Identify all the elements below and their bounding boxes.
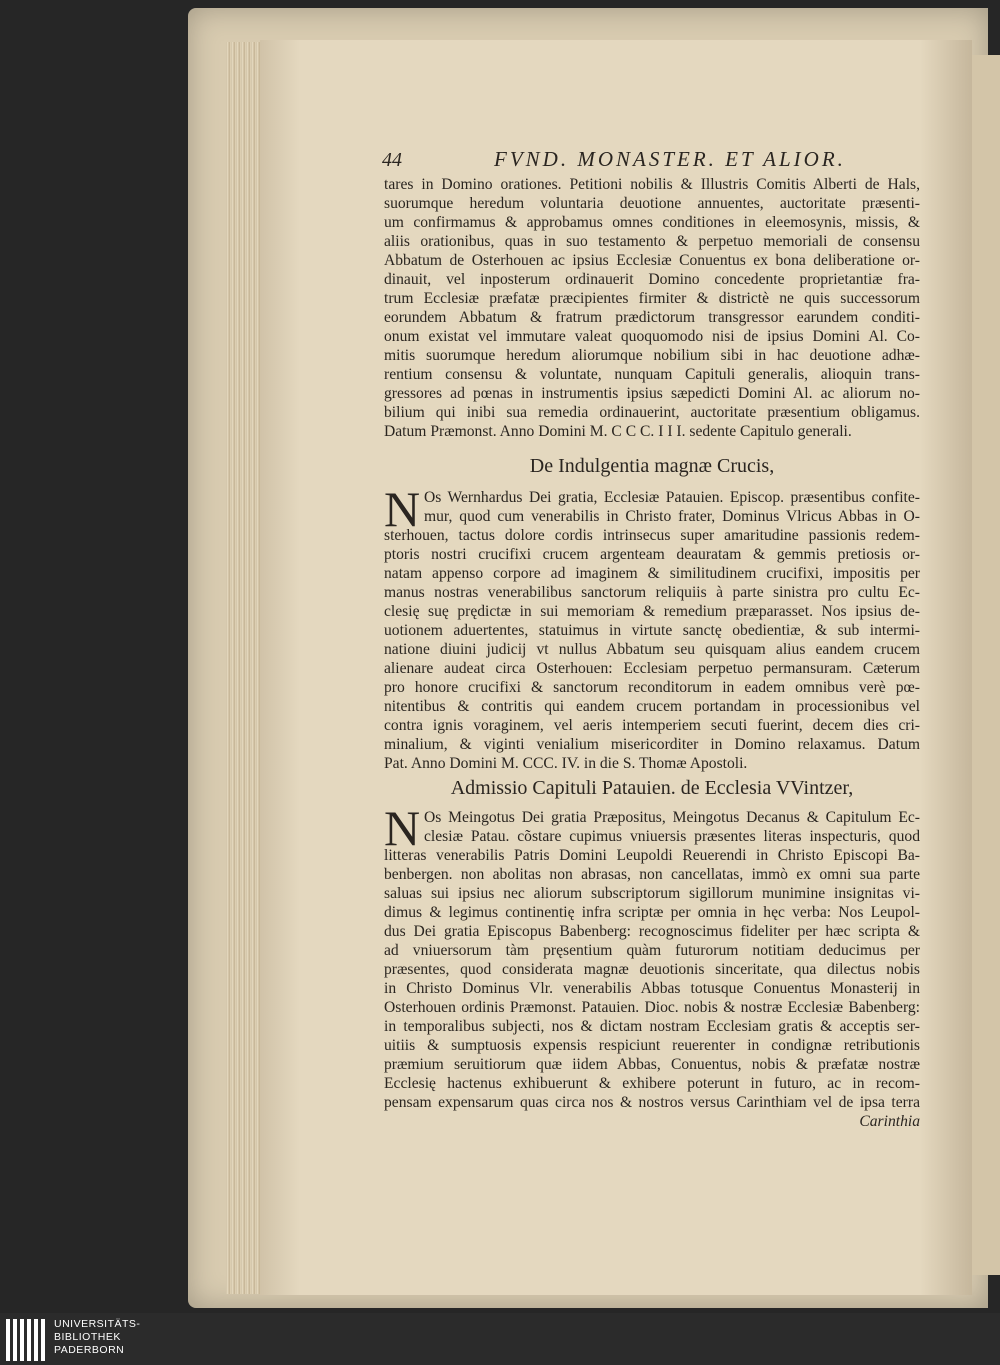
text-line: Osterhouen ordinis Præmonst. Patauien. Dioc. nobis & nostræ Ecclesiæ Babenberg: xyxy=(384,999,920,1016)
text-line: in Christo Dominus Vlr. venerabilis Abbas totusque Conuentus Monasterij in xyxy=(384,980,920,997)
text-line: mur, quod cum venerabilis in Christo frater, Dominus Vlricus Abbas in O- xyxy=(424,508,920,525)
text-line: aliis orationibus, quas in suo testamento & perpetuo memoriali de consensu xyxy=(384,233,920,250)
text-line: dus Dei gratia Episcopus Babenberg: recognoscimus fideliter per hæc scripta & xyxy=(384,923,920,940)
text-line: natione diuini judicij vt nullus Abbatum seu quisquam alius eandem crucem xyxy=(384,641,920,658)
facing-page-edge xyxy=(972,55,1000,1275)
text-line: ad vniuersorum tàm pręsentium quàm futurorum notitiam deducimus per xyxy=(384,942,920,959)
text-line: Os Meingotus Dei gratia Præpositus, Meingotus Decanus & Capitulum Ec- xyxy=(424,809,920,826)
text-line: uitiis & sumptuosis expensis respiciunt reuerenter in condignæ retributionis xyxy=(384,1037,920,1054)
catchword: Carinthia xyxy=(859,1113,920,1130)
text-line: manus nostras venerabilibus sanctorum reliquiis à parte sinistra pro cultu Ec- xyxy=(384,584,920,601)
text-line: onum existat vel immutare valeat quoquomodo nisi de ipsius Domini Al. Co- xyxy=(384,328,920,345)
text-line: eorundem Abbatum & fratrum prædictorum transgressor earundem conditi- xyxy=(384,309,920,326)
text-line: alienare audeat circa Osterhouen: Ecclesiam perpetuo permansuram. Cæterum xyxy=(384,660,920,677)
text-line: minalium, & viginti venialium misericorditer in Domino relaxamus. Datum xyxy=(384,736,920,753)
section-heading: De Indulgentia magnæ Crucis, xyxy=(529,455,775,477)
text-line: um confirmamus & approbamus omnes conditiones in eleemosynis, missis, & xyxy=(384,214,920,231)
library-logo-text xyxy=(54,1318,140,1357)
text-line: præsentes, quod considerata magnæ deuotionis sinceritate, qua dilectus nobis xyxy=(384,961,920,978)
text-line: dimus & legimus continentię infra scriptæ per omnia in hęc verba: Nos Leupol- xyxy=(384,904,920,921)
text-line: tares in Domino orationes. Petitioni nobilis & Illustris Comitis Alberti de Hals, xyxy=(384,176,920,193)
text-line: contra ignis voraginem, vel aeris intemperiem secuti fuerint, decem dies cri- xyxy=(384,717,920,734)
text-line: Abbatum de Osterhouen ac ipsius Ecclesiæ Conuentus ex bona deliberatione or- xyxy=(384,252,920,269)
running-title: FVND. MONASTER. ET ALIOR. xyxy=(494,147,846,171)
paragraph-block-3 xyxy=(384,800,920,1131)
text-line: dinauit, vel inposterum ordinauerit Domino concedente proprietantiæ fra- xyxy=(384,271,920,288)
text-line: clesiæ Patau. cõstare cupimus vniuersis præsentes literas inspecturis, quod xyxy=(424,828,920,845)
text-line: mitis suorumque heredum aliorumque nobilium sibi in hac deuotione adhæ- xyxy=(384,347,920,364)
text-line: uotionem aduertentes, statuimus in virtute sanctę obedientiæ, & sub intermi- xyxy=(384,622,920,639)
text-line: nitentibus & contritis qui eandem crucem portandam in processionibus vel xyxy=(384,698,920,715)
text-line: gressores ad pœnas in instrumentis ipsius sæpedicti Domini Al. ac aliorum no- xyxy=(384,385,920,402)
drop-capital: N xyxy=(384,481,421,537)
logo-line: PADERBORN xyxy=(54,1344,125,1356)
text-line: pro honore crucifixi & sanctorum reconditorum in eadem omnibus verè pœ- xyxy=(384,679,920,696)
running-header xyxy=(382,145,922,179)
text-line: Os Wernhardus Dei gratia, Ecclesiæ Patauien. Episcop. præsentibus confite- xyxy=(424,489,920,506)
text-line: in temporalibus subjecti, nos & dictam nostram Ecclesiam gratis & acceptis ser- xyxy=(384,1018,920,1035)
text-line: Ecclesię hactenus exhibuerunt & exhibere poterunt in futuro, ac in recom- xyxy=(384,1075,920,1092)
library-footer xyxy=(0,1313,1000,1365)
text-line: sterhouen, tactus dolore cordis intrinsecus super amaritudine passionis redem- xyxy=(384,527,920,544)
library-logo-icon xyxy=(6,1319,46,1361)
text-line: Datum Præmonst. Anno Domini M. C C C. I I I. sedente Capitulo generali. xyxy=(384,423,852,440)
paragraph-block-1 xyxy=(384,175,920,441)
text-line: saluas sui ipsius nec aliorum subscriptorum sigillorum munimine insignitas vi- xyxy=(384,885,920,902)
text-line: suorumque heredum voluntaria deuotione annuentes, auctoritate præsenti- xyxy=(384,195,920,212)
text-line: pensam expensarum quas circa nos & nostros versus Carinthiam vel de ipsa terra xyxy=(384,1094,920,1111)
text-line: præmium seruitiorum quæ iidem Abbas, Conuentus, nobis & præfatæ nostræ xyxy=(384,1056,920,1073)
text-line: natam appenso corpore ad imaginem & similitudinem crucifixi, impositis per xyxy=(384,565,920,582)
text-line: bilium qui inibi sua remedia ordinauerint, auctoritate præsentium obligamus. xyxy=(384,404,920,421)
text-line: Pat. Anno Domini M. CCC. IV. in die S. Thomæ Apostoli. xyxy=(384,755,748,772)
text-line: trum Ecclesiæ præfatæ præcipientes firmiter & districtè ne quis successorum xyxy=(384,290,920,307)
text-line: rentium consensu & voluntate, nunquam Capituli generalis, alioquin trans- xyxy=(384,366,920,383)
logo-line: UNIVERSITÄTS- xyxy=(54,1318,141,1330)
text-line: litteras venerabilis Patris Domini Leupoldi Reuerendi in Christo Episcopi Ba- xyxy=(384,847,920,864)
page-number: 44 xyxy=(382,149,402,171)
text-line: ptoris nostri crucifixi crucem argenteam deauratam & gemmis pretiosis or- xyxy=(384,546,920,563)
text-line: benbergen. non abolitas non abrasas, non cancellatas, immò ex omni sua parte xyxy=(384,866,920,883)
section-heading: Admissio Capituli Patauien. de Ecclesia VVintzer, xyxy=(450,777,854,799)
text-line: clesię suę prędictæ in sui memoriam & remedium præparasset. Nos ipsius de- xyxy=(384,603,920,620)
drop-capital: N xyxy=(384,800,421,856)
page-edges xyxy=(226,42,264,1294)
paragraph-block-2 xyxy=(384,481,920,773)
logo-line: BIBLIOTHEK xyxy=(54,1331,121,1343)
